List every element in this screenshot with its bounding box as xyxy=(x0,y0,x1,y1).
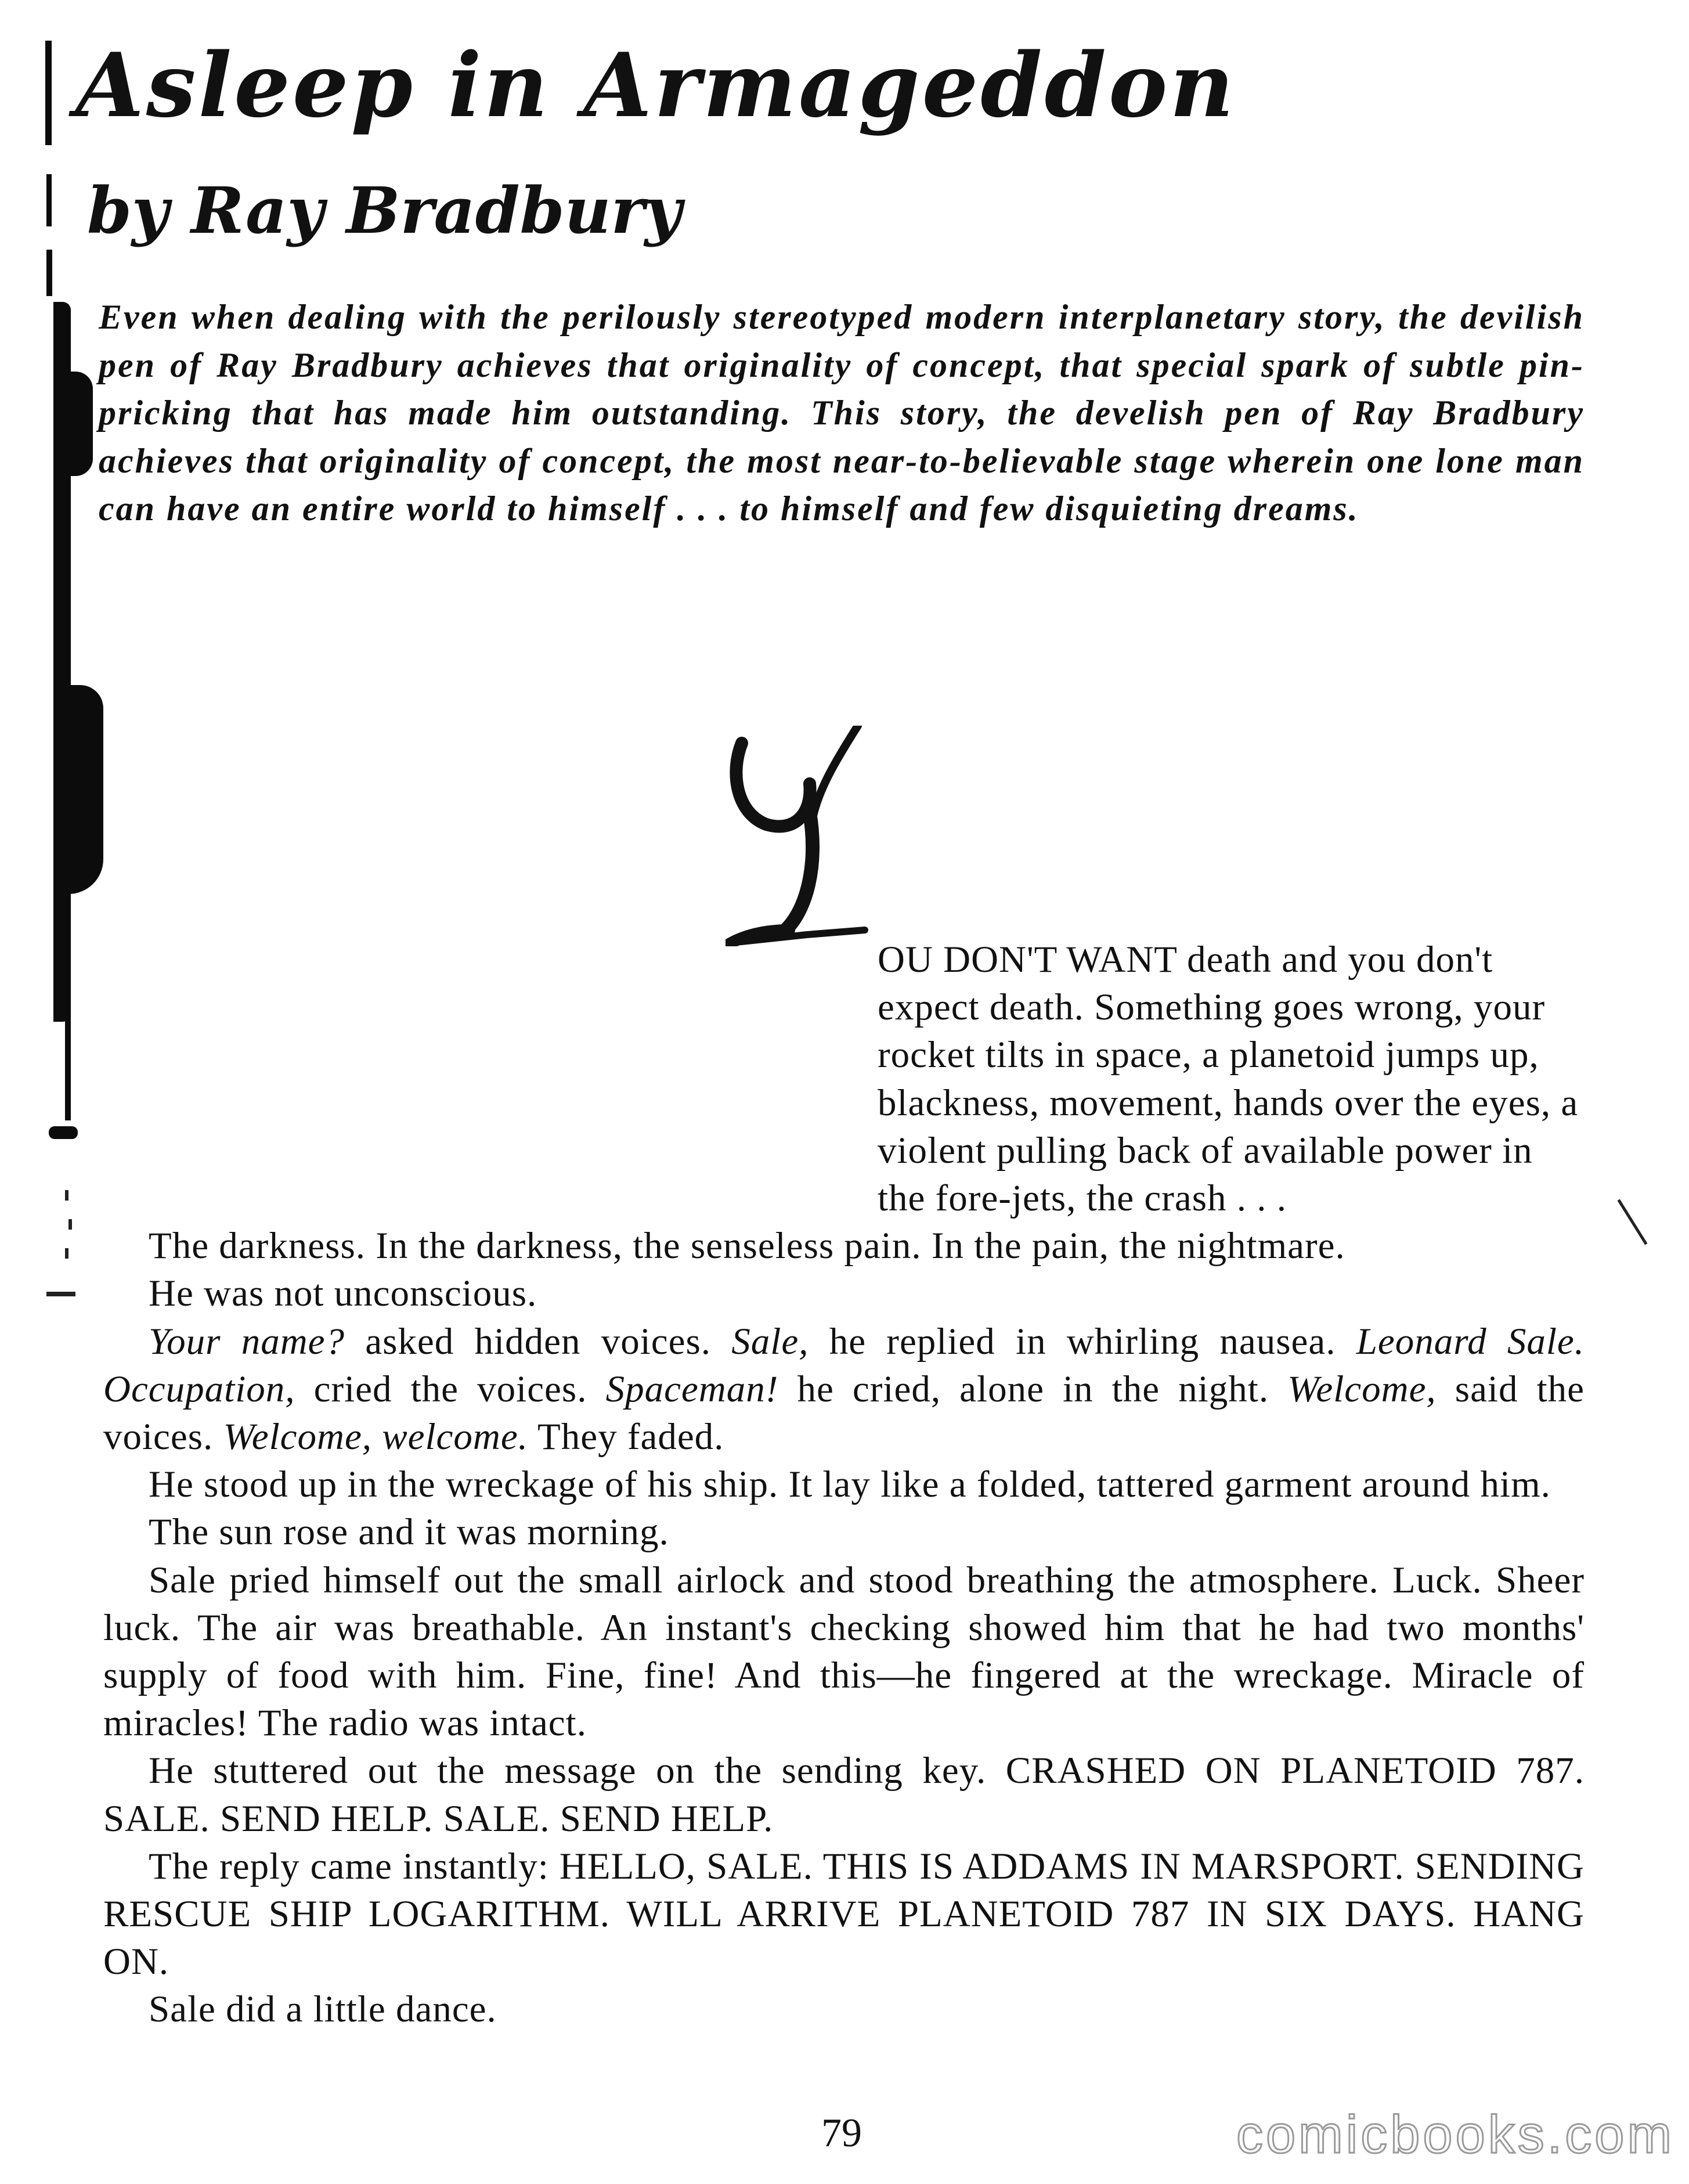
scan-speck xyxy=(65,1248,68,1259)
scan-speck xyxy=(68,1219,72,1230)
text-run: They faded. xyxy=(528,1416,724,1458)
body-paragraph: Sale did a little dance. xyxy=(149,1988,497,2031)
lead-line xyxy=(103,936,1585,1222)
scan-edge-mark xyxy=(45,41,52,145)
scan-edge-mark xyxy=(68,685,103,894)
lead-rest: death and you don't expect death. Something goes wrong, your rocket tilts in space, a planetoid jumps up, blackness, movement, hands over the eyes, a violent pulling back of available power in the fore-jets, the crash . . . xyxy=(878,939,1579,1220)
scan-edge-mark xyxy=(49,1126,78,1139)
body-paragraph: He stood up in the wreckage of his ship. It lay like a folded, tattered garment around him. xyxy=(149,1464,1551,1506)
lead-caps: OU DON'T WANT xyxy=(878,939,1177,981)
body-paragraph: The darkness. In the darkness, the senseless pain. In the pain, the nightmare. xyxy=(149,1225,1345,1267)
body-paragraph-dialogue xyxy=(103,1318,1585,1461)
drop-cap xyxy=(726,726,900,946)
body-paragraph: The reply came instantly: HELLO, SALE. THIS IS ADDAMS IN MARSPORT. SENDING RESCUE SHIP LOGARITHM. WILL ARRIVE PLANETOID 787 IN SIX DAYS. HANG ON. xyxy=(103,1845,1585,1983)
text-run: said the voices. xyxy=(103,1368,1585,1458)
scan-edge-mark xyxy=(46,174,52,226)
page-number: 79 xyxy=(821,2111,862,2156)
scan-speck xyxy=(46,1292,75,1296)
italic-phrase: Sale, xyxy=(731,1320,809,1363)
article-title: Asleep in Armageddon xyxy=(75,33,1236,137)
italic-phrase: Spaceman! xyxy=(605,1368,779,1410)
italic-phrase: Your name? xyxy=(149,1320,345,1363)
body-paragraph: He stuttered out the message on the sending key. CRASHED ON PLANETOID 787. SALE. SEND HELP. SALE. SEND HELP. xyxy=(103,1750,1585,1840)
text-run: asked hidden voices. xyxy=(345,1320,732,1363)
scan-speck xyxy=(65,1190,68,1201)
body-paragraph: The sun rose and it was morning. xyxy=(149,1511,669,1554)
body-paragraph-lead xyxy=(103,936,1585,1222)
italic-phrase: Welcome, xyxy=(1287,1368,1437,1410)
scan-speck xyxy=(1618,1199,1648,1245)
article-body xyxy=(103,936,1585,2034)
article-byline: by Ray Bradbury xyxy=(87,173,682,248)
body-paragraph: Sale pried himself out the small airlock and stood breathing the atmosphere. Luck. Sheer luck. The air was breathable. An instant's checking showed him that he had two months' supply of food with him. Fine, fine! And this—he fingered at the wreckage. Miracle of miracles! The radio was intact. xyxy=(103,1559,1585,1745)
text-run: he cried, alone in the night. xyxy=(778,1368,1288,1410)
drop-cap-glyph xyxy=(726,726,900,946)
article-intro: Even when dealing with the perilously stereotyped modern interplanetary story, the devilish pen of Ray Bradbury achieves that originality of concept, that special spark of subtle pin-pricking that has made him outstanding. This story, the develish pen of Ray Bradbury achieves that originality of concept, the most near-to-believable stage wherein one lone man can have an entire world to himself . . . to himself and few disquieting dreams. xyxy=(99,298,1585,528)
scan-edge-mark xyxy=(46,250,52,296)
text-run: cried the voices. xyxy=(295,1368,606,1410)
body-paragraph: He was not unconscious. xyxy=(149,1273,537,1315)
scan-edge-mark xyxy=(70,372,93,476)
text-run: he replied in whirling nausea. xyxy=(809,1320,1356,1363)
watermark: comicbooks.com xyxy=(1236,2105,1675,2164)
italic-phrase: Welcome, welcome. xyxy=(223,1416,528,1458)
italic-phrase: Leonard Sale. Occupation, xyxy=(103,1320,1585,1410)
scan-edge-mark xyxy=(65,987,71,1120)
scan-edge-mark xyxy=(53,302,71,1022)
